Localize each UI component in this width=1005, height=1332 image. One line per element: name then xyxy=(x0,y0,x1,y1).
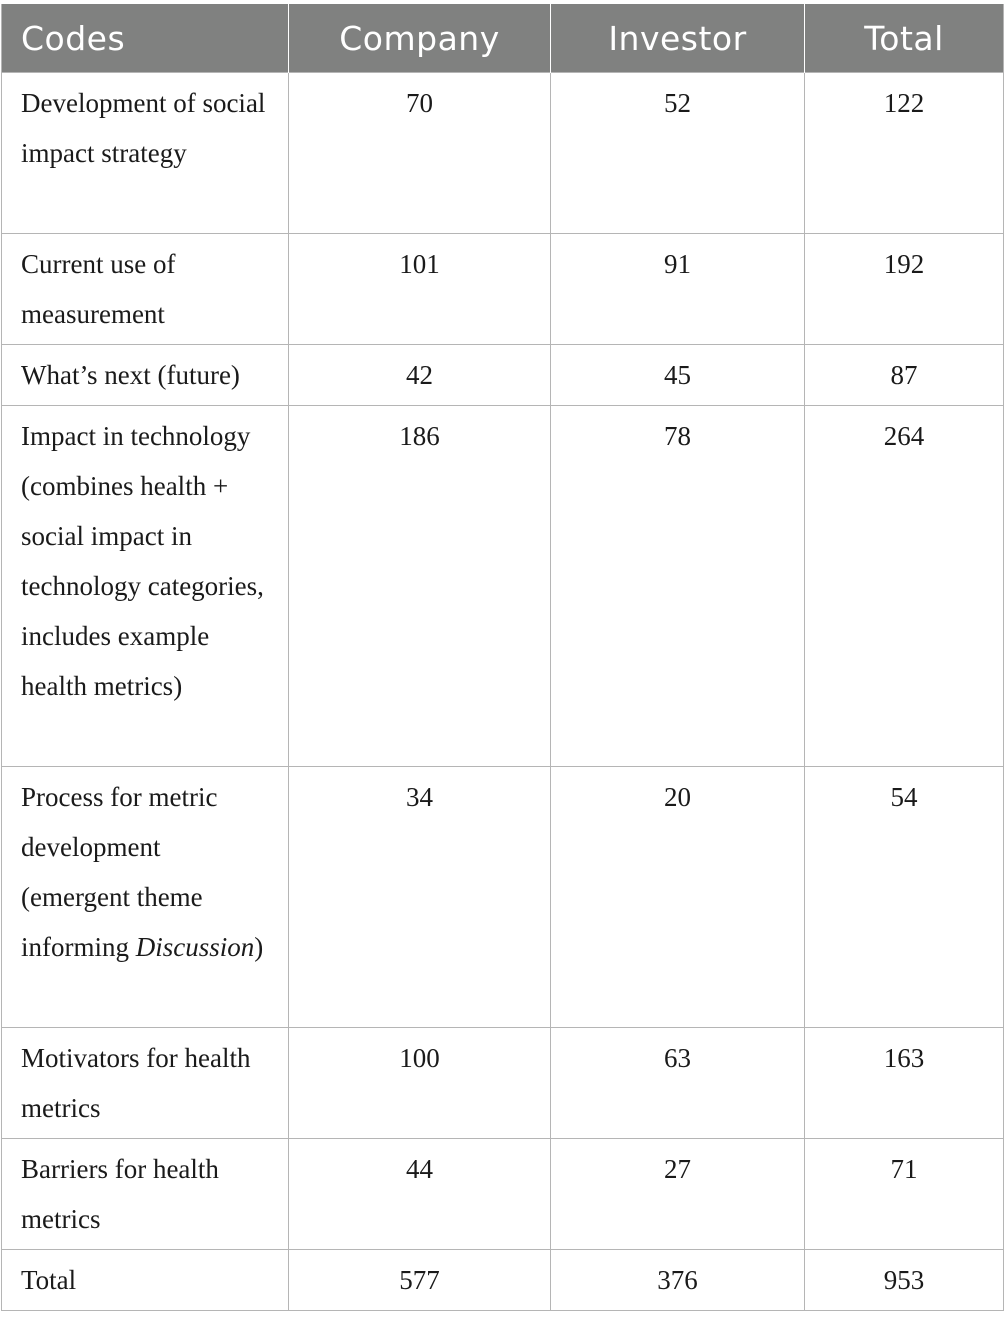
total-cell: 71 xyxy=(805,1139,1004,1250)
investor-cell: 63 xyxy=(551,1028,805,1139)
codes-table xyxy=(1,4,1004,1311)
investor-cell: 45 xyxy=(551,345,805,406)
code-cell: Motivators for health metrics xyxy=(2,1028,289,1139)
total-cell: 264 xyxy=(805,406,1004,767)
header-codes: Codes xyxy=(2,4,289,73)
table-row xyxy=(2,73,1004,234)
header-row xyxy=(2,4,1004,73)
total-cell: 87 xyxy=(805,345,1004,406)
company-total-cell: 577 xyxy=(289,1250,551,1311)
code-cell xyxy=(2,767,289,1028)
company-cell: 44 xyxy=(289,1139,551,1250)
company-cell: 100 xyxy=(289,1028,551,1139)
table-body xyxy=(2,73,1004,1311)
company-cell: 70 xyxy=(289,73,551,234)
code-cell: Current use of measurement xyxy=(2,234,289,345)
company-cell: 42 xyxy=(289,345,551,406)
total-cell: 163 xyxy=(805,1028,1004,1139)
table-row xyxy=(2,1139,1004,1250)
code-cell: Barriers for health metrics xyxy=(2,1139,289,1250)
code-text: Process for metric development (emergent theme informing xyxy=(21,782,218,962)
discussion-emphasis: Discussion xyxy=(135,932,255,962)
table-header xyxy=(2,4,1004,73)
company-cell: 101 xyxy=(289,234,551,345)
grand-total-cell: 953 xyxy=(805,1250,1004,1311)
investor-cell: 52 xyxy=(551,73,805,234)
investor-cell: 78 xyxy=(551,406,805,767)
code-cell: Impact in technology (combines health + social impact in technology categories, includes example health metrics) xyxy=(2,406,289,767)
code-closing-paren: ) xyxy=(254,932,264,962)
investor-cell: 27 xyxy=(551,1139,805,1250)
code-cell: Development of social impact strategy xyxy=(2,73,289,234)
total-cell: 54 xyxy=(805,767,1004,1028)
investor-cell: 20 xyxy=(551,767,805,1028)
investor-cell: 91 xyxy=(551,234,805,345)
total-label-cell: Total xyxy=(2,1250,289,1311)
header-total: Total xyxy=(805,4,1004,73)
table-row xyxy=(2,406,1004,767)
total-row xyxy=(2,1250,1004,1311)
company-cell: 186 xyxy=(289,406,551,767)
table-row xyxy=(2,345,1004,406)
header-investor: Investor xyxy=(551,4,805,73)
code-cell: What’s next (future) xyxy=(2,345,289,406)
table-row xyxy=(2,1028,1004,1139)
table-row xyxy=(2,234,1004,345)
total-cell: 122 xyxy=(805,73,1004,234)
header-company: Company xyxy=(289,4,551,73)
table-row xyxy=(2,767,1004,1028)
investor-total-cell: 376 xyxy=(551,1250,805,1311)
total-cell: 192 xyxy=(805,234,1004,345)
company-cell: 34 xyxy=(289,767,551,1028)
